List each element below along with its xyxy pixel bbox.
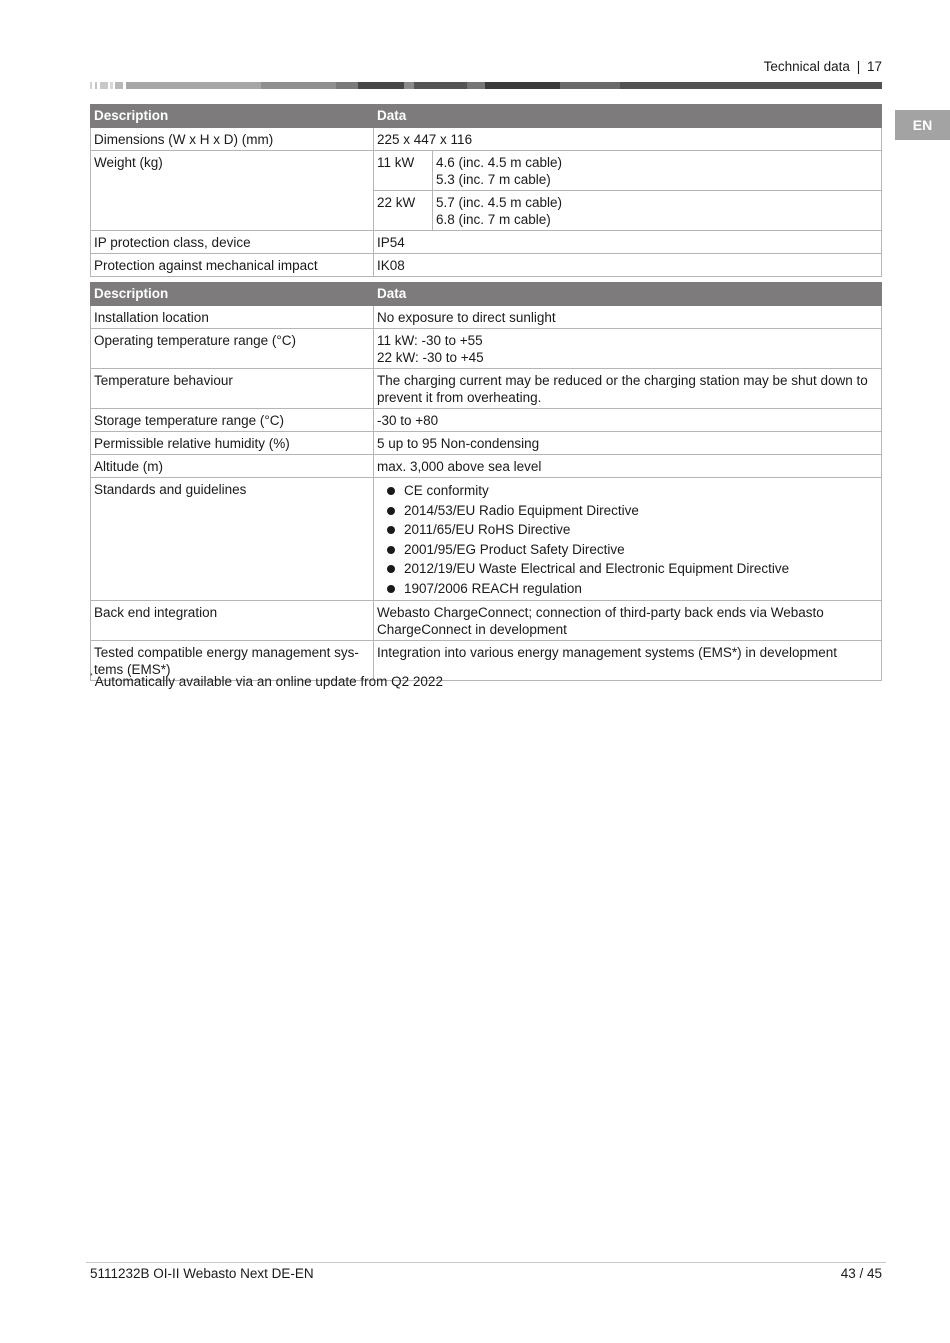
temp-22kw: 22 kW: -30 to +45: [377, 350, 484, 365]
row-label: Protection against mechanical impact: [91, 254, 374, 277]
page-number: 17: [866, 59, 882, 74]
power-rating: 22 kW: [374, 191, 433, 230]
row-value: No exposure to direct sunlight: [374, 306, 882, 329]
bullet-icon: [387, 507, 395, 515]
row-value: [374, 601, 882, 641]
row-label: Weight (kg): [91, 151, 374, 231]
table-row: [91, 409, 882, 432]
header-data: Data: [374, 105, 882, 128]
row-value: -30 to +80: [374, 409, 882, 432]
table-row: [91, 478, 882, 601]
table-row: [91, 455, 882, 478]
row-value: [374, 329, 882, 369]
list-item: 2001/95/EG Product Safety Directive: [377, 540, 878, 560]
list-item: 2012/19/EU Waste Electrical and Electronic Equipment Directive: [377, 559, 878, 579]
language-tab-label: EN: [912, 117, 933, 133]
section-title: Technical data: [763, 59, 850, 74]
value-line: prevent it from overheating.: [377, 390, 542, 405]
bullet-icon: [387, 487, 395, 495]
row-value: 5 up to 95 Non-condensing: [374, 432, 882, 455]
bullet-icon: [387, 526, 395, 534]
weight-value: 4.6 (inc. 4.5 m cable): [436, 155, 563, 170]
row-value: IP54: [374, 231, 882, 254]
row-label: IP protection class, device: [91, 231, 374, 254]
table-row: [91, 306, 882, 329]
standards-list: [377, 481, 878, 598]
header-description: Description: [91, 283, 374, 306]
list-item: CE conformity: [377, 481, 878, 501]
row-label: Temperature behaviour: [91, 369, 374, 409]
list-item: 1907/2006 REACH regulation: [377, 579, 878, 599]
table-row: [91, 151, 882, 231]
row-label: Permissible relative humidity (%): [91, 432, 374, 455]
weight-variant-11kw: [374, 151, 881, 191]
footnote: [90, 674, 443, 689]
header-description: Description: [91, 105, 374, 128]
spec-table-general: [90, 104, 882, 277]
table-row: [91, 128, 882, 151]
row-label: Installation location: [91, 306, 374, 329]
label-line: tems (EMS*): [94, 662, 171, 677]
weight-variants: [374, 151, 882, 231]
bullet-icon: [387, 546, 395, 554]
table-row: [91, 432, 882, 455]
table-row: [91, 231, 882, 254]
row-value: [374, 478, 882, 601]
row-label: Dimensions (W x H x D) (mm): [91, 128, 374, 151]
label-line: Tested compatible energy management sys-: [94, 645, 359, 660]
power-rating: 11 kW: [374, 151, 433, 190]
footnote-text: Automatically available via an online update from Q2 2022: [94, 674, 443, 689]
header-data: Data: [374, 283, 882, 306]
document-id: 5111232B OI-II Webasto Next DE-EN: [90, 1266, 314, 1281]
list-item: 2014/53/EU Radio Equipment Directive: [377, 501, 878, 521]
footnote-marker: *: [90, 673, 93, 680]
list-item: 2011/65/EU RoHS Directive: [377, 520, 878, 540]
table-header-row: [91, 283, 882, 306]
row-label: Standards and guidelines: [91, 478, 374, 601]
table-row: [91, 601, 882, 641]
row-value: Integration into various energy management systems (EMS*) in development: [374, 641, 882, 681]
footer-divider: [86, 1262, 886, 1263]
row-label: Storage temperature range (°C): [91, 409, 374, 432]
header-separator: |: [856, 59, 861, 74]
value-line: Webasto ChargeConnect; connection of third-party back ends via Webasto: [377, 605, 824, 620]
weight-value: 5.3 (inc. 7 m cable): [436, 172, 551, 187]
table-header-row: [91, 105, 882, 128]
page-header: [764, 59, 882, 74]
row-value: [374, 369, 882, 409]
weight-variant-22kw: [374, 191, 881, 230]
bullet-icon: [387, 585, 395, 593]
bullet-icon: [387, 565, 395, 573]
row-label: Altitude (m): [91, 455, 374, 478]
temp-11kw: 11 kW: -30 to +55: [377, 333, 483, 348]
page-counter: 43 / 45: [840, 1266, 882, 1281]
weight-value: 5.7 (inc. 4.5 m cable): [436, 195, 563, 210]
weight-value: 6.8 (inc. 7 m cable): [436, 212, 551, 227]
spec-table-environment: [90, 282, 882, 681]
row-value: IK08: [374, 254, 882, 277]
value-line: The charging current may be reduced or the charging station may be shut down to: [377, 373, 868, 388]
row-label: Back end integration: [91, 601, 374, 641]
table-row: [91, 369, 882, 409]
table-row: [91, 254, 882, 277]
row-label: Operating temperature range (°C): [91, 329, 374, 369]
header-decorative-stripe: [90, 82, 882, 89]
row-value: 225 x 447 x 116: [374, 128, 882, 151]
table-row: [91, 329, 882, 369]
value-line: ChargeConnect in development: [377, 622, 567, 637]
language-tab[interactable]: [895, 110, 950, 140]
row-value: max. 3,000 above sea level: [374, 455, 882, 478]
